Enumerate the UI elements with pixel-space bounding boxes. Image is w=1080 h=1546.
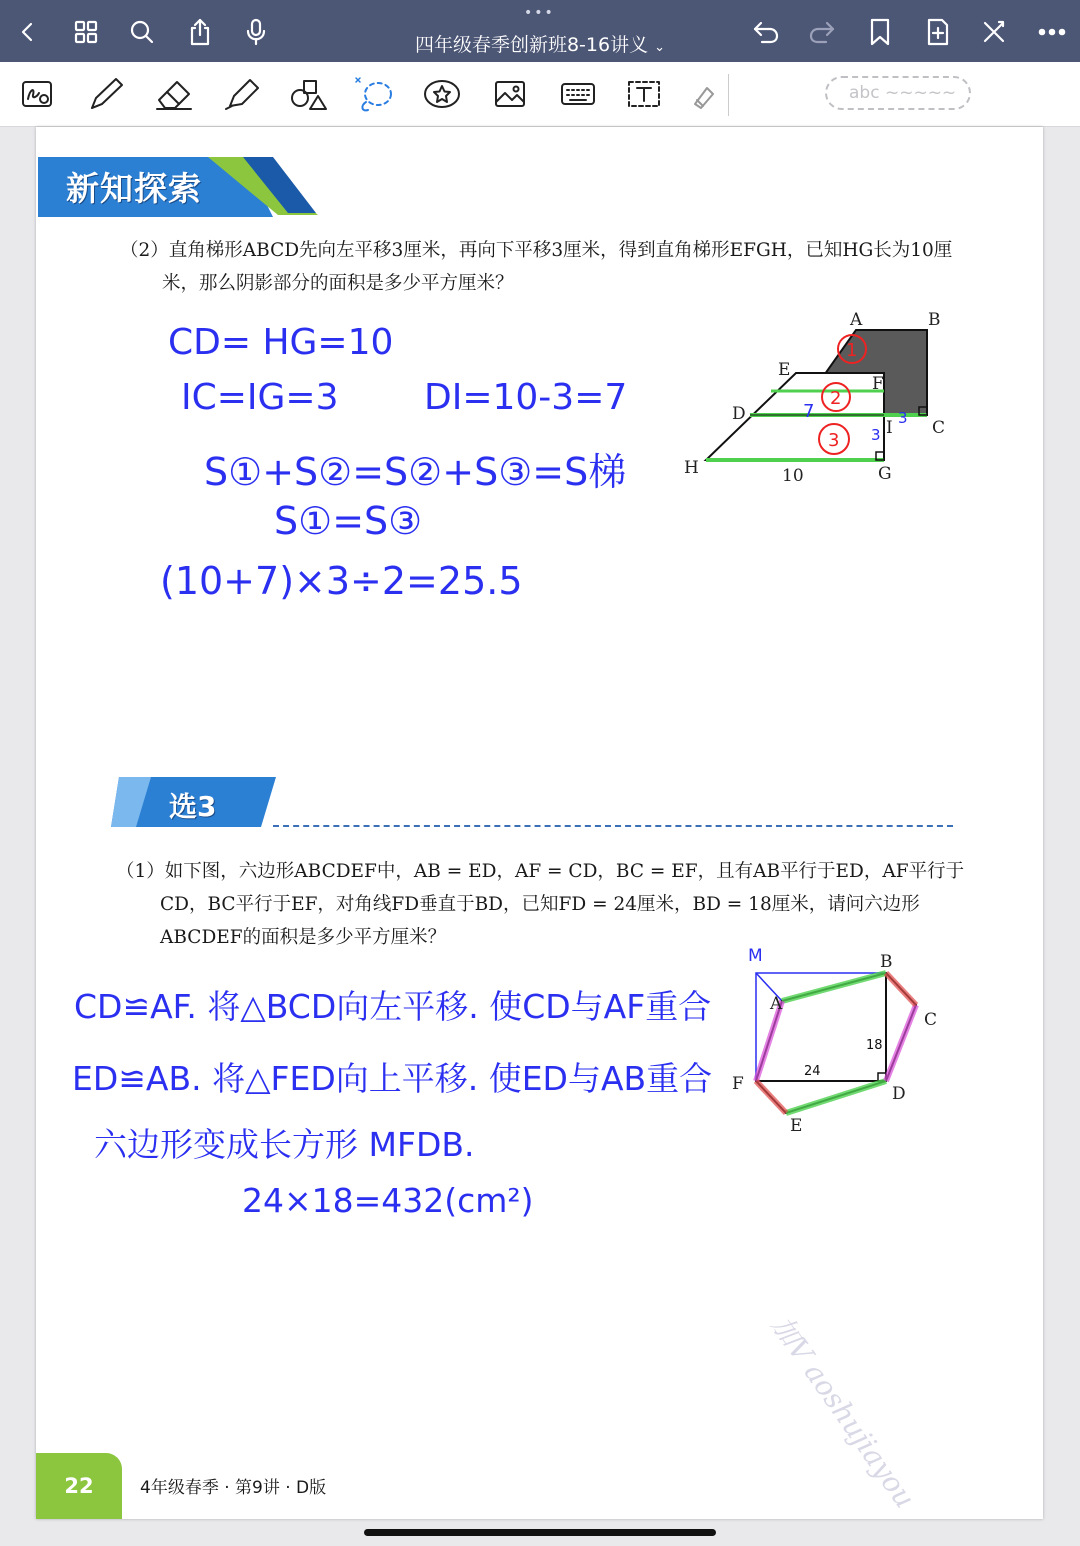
close-icon [981, 19, 1007, 45]
trapezoid-figure [676, 305, 976, 505]
region-3-label: 3 [828, 430, 840, 451]
share-button[interactable] [180, 12, 220, 52]
redo-icon [808, 19, 836, 45]
handwriting-line: S①=S③ [274, 499, 423, 543]
toolbar-divider [728, 74, 729, 116]
grid-icon [73, 19, 99, 45]
bookmark-icon [869, 18, 891, 46]
handwriting-line: DI=10-3=7 [424, 377, 628, 418]
more-icon [1038, 28, 1066, 36]
vertex-M: M [748, 946, 763, 966]
section-banner-xinzhitansuo [38, 157, 318, 217]
eraser-icon [153, 76, 195, 112]
watermark: 加V aoshujiayou [764, 1309, 922, 1515]
document-page[interactable] [36, 127, 1043, 1519]
vertex-E: E [790, 1116, 803, 1136]
lasso-icon [352, 74, 396, 114]
page-number: 22 [36, 1453, 122, 1519]
add-page-icon [926, 18, 950, 46]
image-icon [493, 79, 527, 109]
vertex-D: D [732, 404, 746, 424]
text-icon [626, 79, 662, 109]
handwriting-line: CD= HG=10 [168, 322, 394, 363]
pen-tool[interactable] [82, 72, 130, 116]
vertex-A: A [850, 310, 863, 330]
vertex-A: A [770, 994, 783, 1014]
mic-button[interactable] [236, 12, 276, 52]
length-3-label: 3 [871, 426, 881, 444]
vertex-D: D [892, 1084, 906, 1104]
question-2-line1: （2）直角梯形ABCD先向左平移3厘米，再向下平移3厘米，得到直角梯形EFGH，已知HG长为10厘 [120, 240, 953, 261]
text-tool[interactable] [620, 72, 668, 116]
redo-button[interactable] [802, 12, 842, 52]
handwriting-line: IC=IG=3 [181, 377, 339, 418]
length-7-label: 7 [803, 401, 815, 422]
close-toolbar-button[interactable] [974, 12, 1014, 52]
zoom-window-tool[interactable] [14, 72, 62, 116]
laser-pointer-tool[interactable] [680, 72, 728, 116]
question-2-line2: 米，那么阴影部分的面积是多少平方厘米？ [162, 273, 514, 294]
pen-icon [86, 76, 126, 112]
length-3-label-b: 3 [898, 409, 908, 427]
vertex-I: I [886, 418, 893, 438]
lasso-zoom-icon [21, 79, 55, 109]
section-banner-xuan3 [111, 777, 276, 827]
handwriting-line: S①+S②=S②+S③=S梯 [204, 450, 627, 494]
vertex-E: E [778, 360, 791, 380]
length-18-label: 18 [866, 1038, 883, 1053]
share-icon [187, 18, 213, 46]
lasso-tool[interactable] [350, 72, 398, 116]
region-2-label: 2 [830, 388, 842, 409]
section-title: 选3 [169, 790, 217, 823]
undo-button[interactable] [746, 12, 786, 52]
handwriting-line: ED≌AB. 将△FED向上平移. 使ED与AB重合 [72, 1059, 713, 1098]
vertex-C: C [924, 1010, 938, 1030]
vertex-B: B [880, 952, 893, 972]
question-1-line2: CD，BC平行于EF，对角线FD垂直于BD，已知FD = 24厘米，BD = 18厘米，请问六边形 [160, 894, 920, 915]
add-page-button[interactable] [918, 12, 958, 52]
mic-icon [244, 18, 268, 46]
sticker-icon [422, 78, 462, 110]
question-1-line1: （1）如下图，六边形ABCDEF中，AB = ED，AF = CD，BC = EF，且有AB平行于ED，AF平行于 [116, 861, 965, 882]
length-10-label: 10 [782, 466, 804, 486]
bookmark-button[interactable] [860, 12, 900, 52]
keyboard-icon [560, 81, 596, 107]
top-navigation-bar [0, 0, 1080, 62]
handwriting-line: 24×18=432(cm²) [242, 1181, 534, 1220]
eraser-tool[interactable] [150, 72, 198, 116]
sticker-tool[interactable] [418, 72, 466, 116]
document-title-dropdown[interactable] [360, 30, 720, 57]
vertex-F: F [732, 1074, 744, 1094]
more-button[interactable] [1032, 12, 1072, 52]
section-divider [273, 825, 953, 827]
handwriting-line: 六边形变成长方形 MFDB. [94, 1125, 475, 1164]
shapes-tool[interactable] [284, 72, 332, 116]
vertex-B: B [928, 310, 941, 330]
highlighter-icon [222, 76, 262, 112]
window-grabber[interactable]: ••• [524, 5, 555, 21]
handwriting-search-field[interactable]: abc ~~~~~ [825, 76, 971, 110]
shapes-icon [288, 76, 328, 112]
vertex-C: C [932, 418, 946, 438]
handwriting-line: (10+7)×3÷2=25.5 [160, 559, 523, 603]
image-tool[interactable] [486, 72, 534, 116]
vertex-G: G [878, 464, 892, 484]
handwriting-line: CD≌AF. 将△BCD向左平移. 使CD与AF重合 [74, 987, 712, 1026]
home-indicator[interactable] [364, 1529, 716, 1536]
hexagon-figure [720, 939, 980, 1139]
search-icon [129, 19, 155, 45]
laser-icon [689, 78, 719, 110]
length-24-label: 24 [804, 1064, 821, 1079]
back-button[interactable] [8, 12, 48, 52]
document-title: 四年级春季创新班8-16讲义 [414, 34, 649, 56]
search-button[interactable] [122, 12, 162, 52]
thumbnails-button[interactable] [66, 12, 106, 52]
back-icon [16, 20, 40, 44]
region-1-label: 1 [846, 340, 858, 361]
section-title: 新知探索 [66, 169, 202, 208]
chevron-down-icon: ⌄ [654, 40, 666, 55]
vertex-F: F [872, 374, 884, 394]
undo-icon [752, 19, 780, 45]
highlighter-tool[interactable] [218, 72, 266, 116]
page-footer-caption: 4年级春季 · 第9讲 · D版 [140, 1478, 327, 1498]
keyboard-tool[interactable] [554, 72, 602, 116]
vertex-H: H [684, 458, 699, 478]
question-1-line3: ABCDEF的面积是多少平方厘米？ [160, 927, 447, 948]
